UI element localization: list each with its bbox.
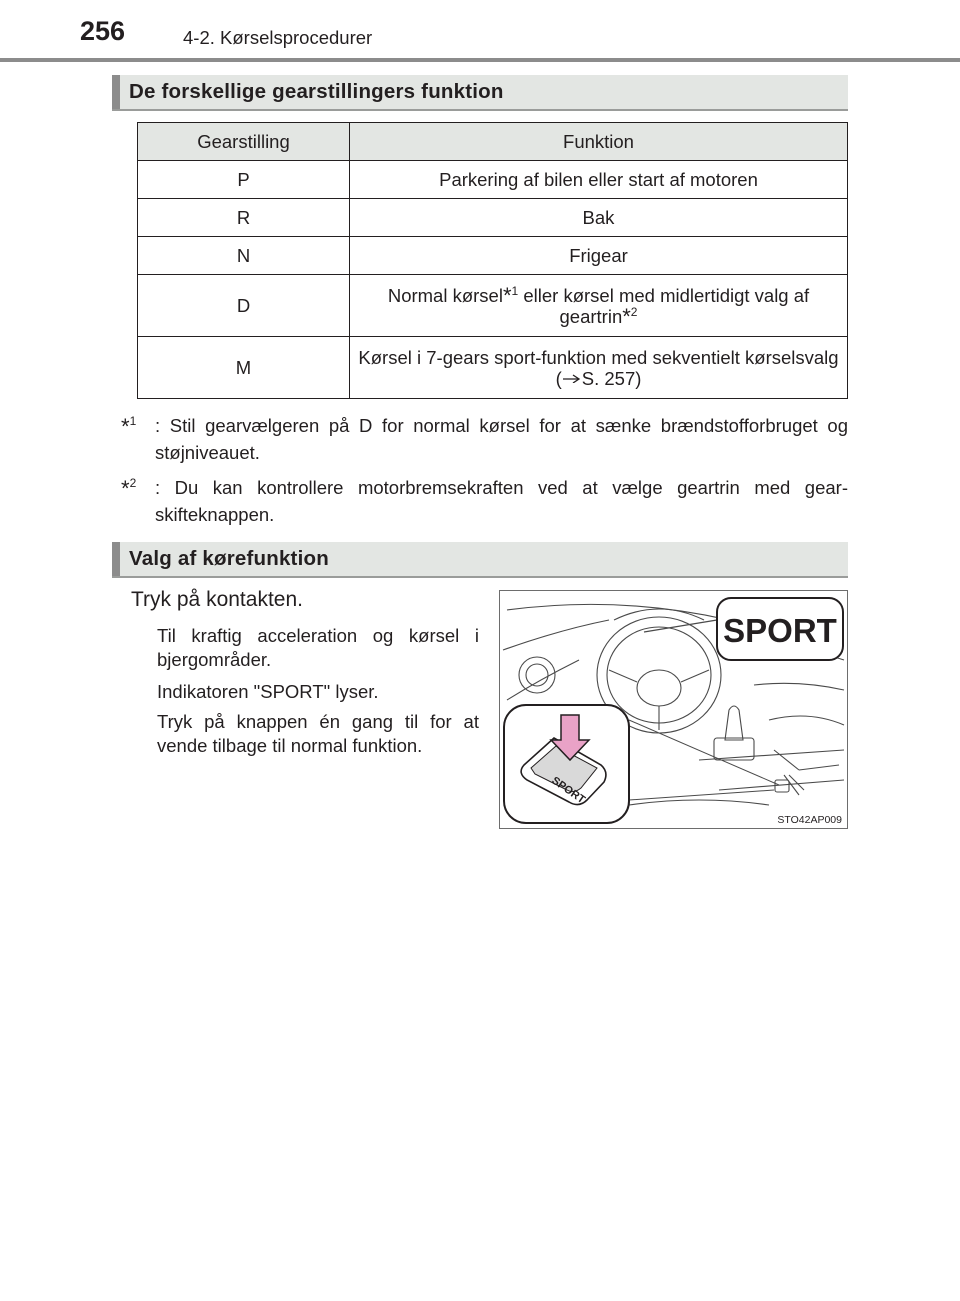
table-header-position: Gearstilling: [138, 123, 350, 161]
footnote-text: : Du kan kontrollere motorbremsekraften ved at vælge geartrin med gear-skifteknappen.: [155, 477, 848, 525]
section-heading-bar: [112, 75, 120, 109]
table-row: [138, 199, 848, 237]
table-cell-position: D: [138, 275, 350, 337]
instruction-step: Tryk på kontakten.: [131, 588, 303, 611]
header-rule: [0, 58, 960, 62]
footnote-star-icon: *: [121, 414, 130, 439]
footnote-marker: *$^1$: [121, 414, 137, 439]
footnote-star-icon: *: [502, 282, 512, 308]
footnote-star-icon: *: [622, 303, 631, 329]
paragraph: Indikatoren "SPORT" lyser.: [157, 681, 379, 702]
footnote-star-icon: *: [121, 476, 130, 501]
svg-text:SPORT: SPORT: [549, 774, 588, 807]
function-text: eller kørsel med midlertidigt valg af geartrin: [518, 284, 810, 327]
table-cell-function: Bak: [350, 199, 848, 237]
illustration-code: STO42AP009: [777, 814, 842, 826]
table-cell-position: M: [138, 337, 350, 399]
table-row: [138, 237, 848, 275]
section-heading-bar: [112, 542, 120, 576]
section-heading-drive-mode: [112, 542, 848, 578]
sport-indicator-label: SPORT: [723, 612, 837, 649]
function-text: Kørsel i 7-gears sport-funktion med sekventielt kørselsvalg (: [358, 346, 839, 389]
section-heading-text: De forskellige gearstillingers funktion: [129, 80, 504, 103]
table-row: [138, 337, 848, 399]
function-text: Normal kørsel: [387, 284, 503, 306]
table-cell-function: Parkering af bilen eller start af motoren: [350, 161, 848, 199]
paragraph: Til kraftig acceleration og kørsel i bjergområder.: [157, 625, 479, 670]
table-cell-position: R: [138, 199, 350, 237]
sport-button-illustration: [499, 590, 848, 829]
page-number: 256: [80, 16, 126, 46]
footnote-2: [112, 474, 848, 528]
table-header-function: Funktion: [350, 123, 848, 161]
table-cell-position: N: [138, 237, 350, 275]
footnote-1: [112, 412, 848, 466]
table-cell-position: P: [138, 161, 350, 199]
table-cell-function: [350, 337, 848, 399]
gear-positions-table: [137, 122, 848, 399]
footnote-marker: *$^2$: [121, 476, 137, 501]
table-row: [138, 161, 848, 199]
table-cell-function: Frigear: [350, 237, 848, 275]
paragraph: Tryk på knappen én gang til for at vende tilbage til normal funktion.: [157, 711, 479, 756]
section-heading-gear-positions: [112, 75, 848, 111]
chapter-title: 4-2. Kørselsprocedurer: [183, 27, 373, 48]
page-reference-arrow-icon: [562, 373, 582, 383]
footnote-text: : Stil gearvælgeren på D for normal kørsel for at sænke brændstofforbruget og støjniveauet.: [155, 415, 848, 463]
table-header-row: [138, 123, 848, 161]
footnote-ref: 2: [630, 304, 638, 319]
table-cell-function: [350, 275, 848, 337]
section-heading-text: Valg af kørefunktion: [129, 547, 329, 570]
footnote-ref: 1: [511, 283, 519, 298]
table-row: [138, 275, 848, 337]
page-reference-link[interactable]: S. 257): [581, 367, 642, 389]
